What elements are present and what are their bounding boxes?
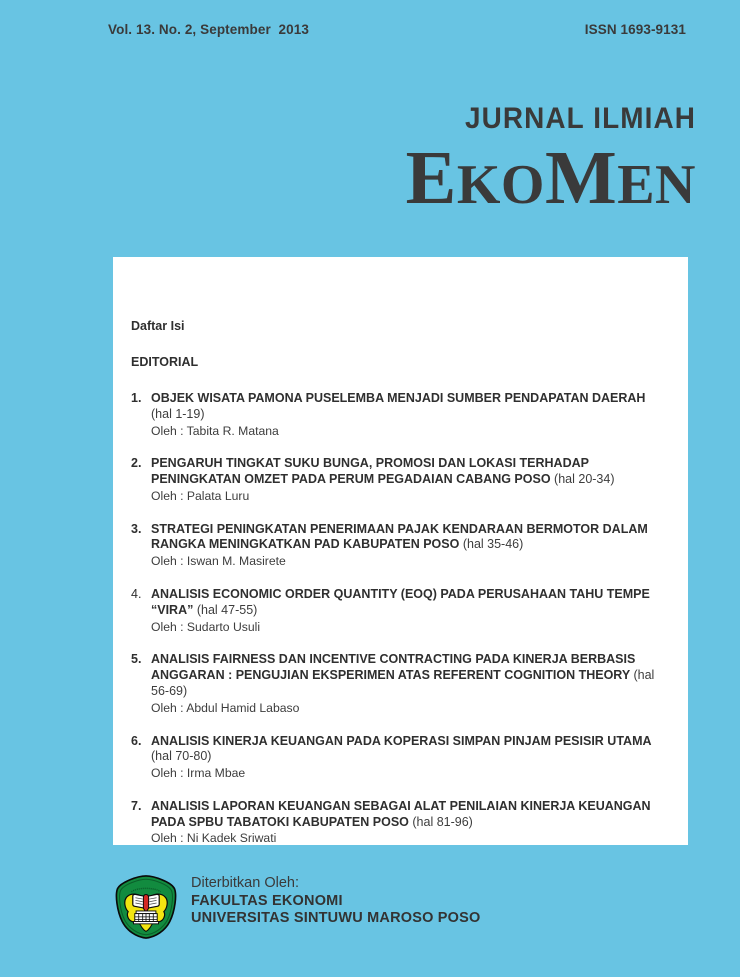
toc-entry-title — [151, 734, 666, 766]
editorial-label: EDITORIAL — [131, 355, 199, 369]
toc-entry-number: 7. — [131, 798, 142, 813]
toc-entry-pages: (hal 56-69) — [151, 668, 655, 698]
journal-kicker: JURNAL ILMIAH — [464, 102, 696, 135]
toc-entry-number: 5. — [131, 652, 142, 667]
toc-entry-pages: (hal 70-80) — [151, 749, 212, 764]
contents-heading: Daftar Isi — [131, 319, 185, 333]
toc-entry-author: Oleh : Palata Luru — [151, 488, 250, 503]
toc-entry-title — [151, 799, 666, 831]
toc-entry-title — [151, 456, 666, 488]
volume-issue-date: Vol. 13. No. 2, September 2013 — [108, 22, 309, 37]
toc-entry-author: Oleh : Sudarto Usuli — [151, 619, 261, 634]
journal-wordmark — [0, 136, 696, 220]
toc-entry-author: Oleh : Iswan M. Masirete — [151, 554, 286, 569]
toc-entry — [131, 587, 666, 635]
toc-entry — [131, 799, 666, 847]
toc-entry-title — [151, 652, 666, 699]
toc-entry — [131, 522, 666, 570]
wordmark-part-1: E — [405, 136, 457, 220]
toc-entry-number: 1. — [131, 391, 142, 405]
toc-entry-author: Oleh : Ni Kadek Sriwati — [151, 831, 277, 846]
toc-entry-number: 2. — [131, 456, 142, 471]
toc-entry-title-text: ANALISIS LAPORAN KEUANGAN SEBAGAI ALAT PENILAIAN KINERJA KEUANGAN PADA SPBU TABATOKI KABUPATEN POSO — [151, 798, 651, 829]
issn-number: ISSN 1693-9131 — [584, 22, 686, 37]
publisher-text-block — [191, 872, 481, 928]
wordmark-part-3: M — [544, 136, 618, 220]
toc-entry — [131, 734, 666, 782]
toc-entry-pages: (hal 47-55) — [196, 602, 258, 617]
toc-entry-title — [151, 522, 666, 554]
contents-panel — [113, 257, 688, 845]
table-of-contents-list — [131, 391, 666, 847]
toc-entry-author: Oleh : Tabita R. Matana — [151, 423, 279, 438]
toc-entry-pages: (hal 81-96) — [412, 814, 473, 829]
wordmark-part-2: KO — [456, 154, 545, 216]
toc-entry-pages: (hal 20-34) — [554, 472, 615, 487]
toc-entry — [131, 456, 666, 504]
toc-entry-number: 6. — [131, 733, 142, 748]
toc-entry-title-text: PENGARUH TINGKAT SUKU BUNGA, PROMOSI DAN LOKASI TERHADAP PENINGKATAN OMZET PADA PERUM PEGADAIAN CABANG POSO — [151, 456, 589, 487]
toc-entry-author: Oleh : Irma Mbae — [151, 766, 246, 781]
toc-entry-title-text: OBJEK WISATA PAMONA PUSELEMBA MENJADI SUMBER PENDAPATAN DAERAH — [151, 391, 646, 405]
toc-entry-title-text: ANALISIS ECONOMIC ORDER QUANTITY (EOQ) PADA PERUSAHAAN TAHU TEMPE “VIRA” — [151, 587, 650, 617]
university-crest-logo — [113, 874, 179, 940]
toc-entry-pages: (hal 1-19) — [151, 406, 205, 421]
toc-entry-title-text: ANALISIS KINERJA KEUANGAN PADA KOPERASI SIMPAN PINJAM PESISIR UTAMA — [151, 733, 652, 748]
wordmark-part-4: EN — [617, 154, 696, 216]
toc-entry-title-text: STRATEGI PENINGKATAN PENERIMAAN PAJAK KENDARAAN BERMOTOR DALAM RANGKA MENINGKATKAN PAD KABUPATEN POSO — [151, 521, 648, 552]
toc-entry-title-text: ANALISIS FAIRNESS DAN INCENTIVE CONTRACTING PADA KINERJA BERBASIS ANGGARAN : PENGUJIAN EKSPERIMEN ATAS REFERENT COGNITION THEORY — [151, 652, 636, 683]
toc-entry — [131, 652, 666, 716]
masthead — [0, 22, 740, 46]
toc-entry-author: Oleh : Abdul Hamid Labaso — [151, 700, 300, 715]
university-name: UNIVERSITAS SINTUWU MAROSO POSO — [191, 910, 481, 927]
toc-entry-number: 4. — [131, 587, 142, 602]
toc-entry-title — [151, 391, 666, 423]
toc-entry-number: 3. — [131, 521, 142, 536]
journal-title-block — [0, 102, 740, 220]
toc-entry-pages: (hal 35-46) — [462, 537, 524, 552]
publisher-footer — [113, 872, 673, 940]
toc-entry — [131, 391, 666, 439]
faculty-name: FAKULTAS EKONOMI — [191, 892, 343, 909]
published-by-label: Diterbitkan Oleh: — [191, 875, 299, 891]
toc-entry-title — [151, 587, 666, 619]
